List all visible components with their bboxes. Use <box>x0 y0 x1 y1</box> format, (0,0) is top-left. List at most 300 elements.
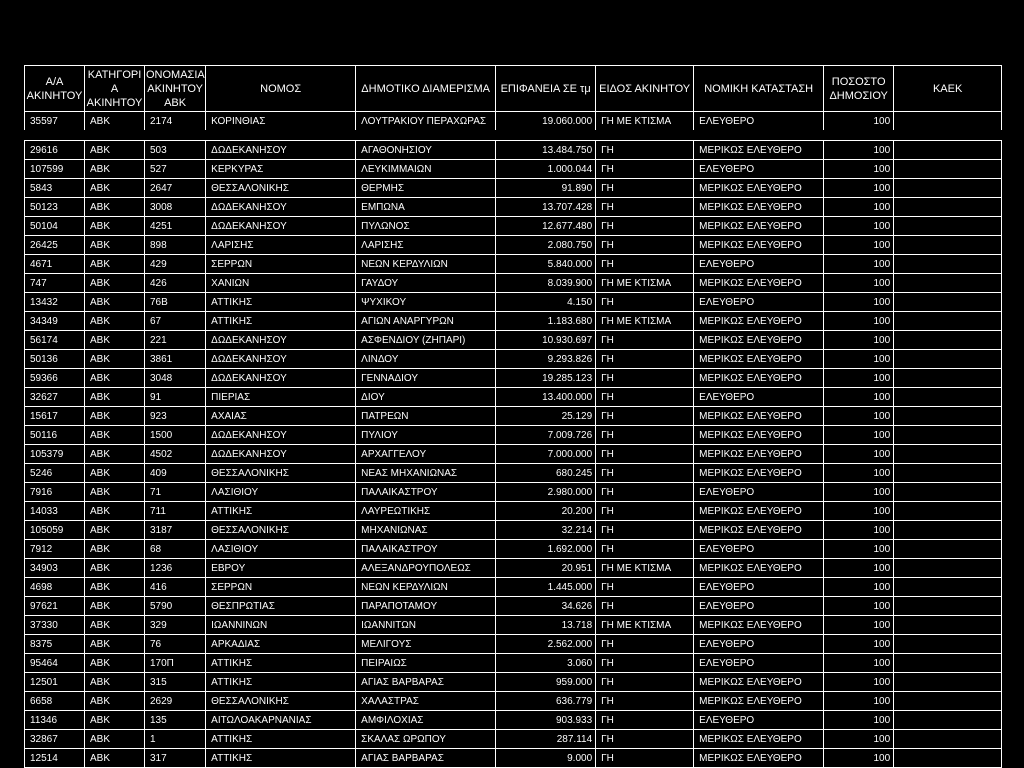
table-row <box>25 635 1002 654</box>
cell-area: 19.060.000 <box>496 112 596 131</box>
cell-public-share: 100 <box>824 426 894 445</box>
cell-property-type: ΓΗ <box>596 483 694 502</box>
cell-municipal-district: ΠΑΡΑΠΟΤΑΜΟΥ <box>356 597 496 616</box>
cell-name: 1 <box>145 730 206 749</box>
cell-property-type: ΓΗ <box>596 578 694 597</box>
cell-kaek <box>894 578 1002 597</box>
col-header-public-share: ΠΟΣΟΣΤΟ ΔΗΜΟΣΙΟΥ <box>824 66 894 112</box>
cell-category: ΑΒΚ <box>85 312 145 331</box>
cell-legal-status: ΕΛΕΥΘΕΡΟ <box>694 711 824 730</box>
cell-area: 903.933 <box>496 711 596 730</box>
cell-category: ΑΒΚ <box>85 521 145 540</box>
table-row <box>25 293 1002 312</box>
cell-public-share: 100 <box>824 635 894 654</box>
cell-property-type: ΓΗ <box>596 388 694 407</box>
cell-prefecture: ΑΤΤΙΚΗΣ <box>206 312 356 331</box>
table-row <box>25 464 1002 483</box>
cell-name: 315 <box>145 673 206 692</box>
cell-public-share: 100 <box>824 540 894 559</box>
cell-category: ΑΒΚ <box>85 654 145 673</box>
cell-public-share: 100 <box>824 198 894 217</box>
cell-area: 9.293.826 <box>496 350 596 369</box>
cell-legal-status: ΕΛΕΥΘΕΡΟ <box>694 112 824 131</box>
cell-legal-status: ΜΕΡΙΚΩΣ ΕΛΕΥΘΕΡΟ <box>694 369 824 388</box>
col-header-property-type: ΕΙΔΟΣ ΑΚΙΝΗΤΟΥ <box>596 66 694 112</box>
cell-public-share: 100 <box>824 369 894 388</box>
cell-kaek <box>894 711 1002 730</box>
cell-kaek <box>894 464 1002 483</box>
cell-name: 91 <box>145 388 206 407</box>
cell-area: 2.080.750 <box>496 236 596 255</box>
cell-municipal-district: ΨΥΧΙΚΟΥ <box>356 293 496 312</box>
cell-aa: 5246 <box>25 464 85 483</box>
cell-property-type: ΓΗ <box>596 293 694 312</box>
cell-aa: 7912 <box>25 540 85 559</box>
table-row <box>25 331 1002 350</box>
cell-legal-status: ΕΛΕΥΘΕΡΟ <box>694 293 824 312</box>
cell-prefecture: ΘΕΣΣΑΛΟΝΙΚΗΣ <box>206 464 356 483</box>
table-row <box>25 369 1002 388</box>
cell-municipal-district: ΧΑΛΑΣΤΡΑΣ <box>356 692 496 711</box>
table-row <box>25 654 1002 673</box>
cell-property-type: ΓΗ ΜΕ ΚΤΙΣΜΑ <box>596 112 694 131</box>
col-header-municipal-district: ΔΗΜΟΤΙΚΟ ΔΙΑΜΕΡΙΣΜΑ <box>356 66 496 112</box>
cell-area: 20.200 <box>496 502 596 521</box>
cell-legal-status: ΜΕΡΙΚΩΣ ΕΛΕΥΘΕΡΟ <box>694 521 824 540</box>
cell-kaek <box>894 635 1002 654</box>
cell-name: 426 <box>145 274 206 293</box>
cell-aa: 4671 <box>25 255 85 274</box>
cell-area: 12.677.480 <box>496 217 596 236</box>
cell-category: ΑΒΚ <box>85 635 145 654</box>
table-row <box>25 521 1002 540</box>
cell-name: 67 <box>145 312 206 331</box>
cell-aa: 14033 <box>25 502 85 521</box>
cell-category: ΑΒΚ <box>85 274 145 293</box>
cell-aa: 32627 <box>25 388 85 407</box>
cell-area: 9.000 <box>496 749 596 768</box>
cell-category: ΑΒΚ <box>85 445 145 464</box>
cell-legal-status: ΜΕΡΙΚΩΣ ΕΛΕΥΘΕΡΟ <box>694 749 824 768</box>
cell-public-share: 100 <box>824 350 894 369</box>
cell-prefecture: ΣΕΡΡΩΝ <box>206 255 356 274</box>
cell-prefecture: ΔΩΔΕΚΑΝΗΣΟΥ <box>206 369 356 388</box>
table-row <box>25 312 1002 331</box>
cell-aa: 56174 <box>25 331 85 350</box>
table-row <box>25 350 1002 369</box>
cell-category: ΑΒΚ <box>85 217 145 236</box>
cell-legal-status: ΕΛΕΥΘΕΡΟ <box>694 255 824 274</box>
cell-kaek <box>894 616 1002 635</box>
cell-public-share: 100 <box>824 673 894 692</box>
cell-kaek <box>894 654 1002 673</box>
cell-aa: 12501 <box>25 673 85 692</box>
cell-name: 429 <box>145 255 206 274</box>
cell-category: ΑΒΚ <box>85 502 145 521</box>
cell-public-share: 100 <box>824 179 894 198</box>
cell-aa: 50136 <box>25 350 85 369</box>
cell-property-type: ΓΗ <box>596 350 694 369</box>
cell-municipal-district: ΑΓΙΑΣ ΒΑΡΒΑΡΑΣ <box>356 749 496 768</box>
cell-category: ΑΒΚ <box>85 673 145 692</box>
cell-public-share: 100 <box>824 730 894 749</box>
cell-aa: 105059 <box>25 521 85 540</box>
cell-municipal-district: ΓΕΝΝΑΔΙΟΥ <box>356 369 496 388</box>
cell-aa: 35597 <box>25 112 85 131</box>
cell-prefecture: ΘΕΣΣΑΛΟΝΙΚΗΣ <box>206 521 356 540</box>
cell-legal-status: ΜΕΡΙΚΩΣ ΕΛΕΥΘΕΡΟ <box>694 141 824 160</box>
cell-legal-status: ΜΕΡΙΚΩΣ ΕΛΕΥΘΕΡΟ <box>694 350 824 369</box>
cell-municipal-district: ΠΑΛΑΙΚΑΣΤΡΟΥ <box>356 483 496 502</box>
cell-area: 91.890 <box>496 179 596 198</box>
table-row <box>25 445 1002 464</box>
cell-property-type: ΓΗ <box>596 464 694 483</box>
cell-name: 711 <box>145 502 206 521</box>
cell-name: 2174 <box>145 112 206 131</box>
col-header-name: ΟΝΟΜΑΣΙΑ ΑΚΙΝΗΤΟΥ ΑΒΚ <box>145 66 206 112</box>
cell-category: ΑΒΚ <box>85 407 145 426</box>
cell-public-share: 100 <box>824 654 894 673</box>
cell-category: ΑΒΚ <box>85 331 145 350</box>
cell-aa: 50104 <box>25 217 85 236</box>
cell-name: 4251 <box>145 217 206 236</box>
cell-municipal-district: ΙΩΑΝΝΙΤΩΝ <box>356 616 496 635</box>
cell-public-share: 100 <box>824 112 894 131</box>
cell-property-type: ΓΗ ΜΕ ΚΤΙΣΜΑ <box>596 274 694 293</box>
cell-prefecture: ΘΕΣΣΑΛΟΝΙΚΗΣ <box>206 179 356 198</box>
cell-kaek <box>894 426 1002 445</box>
cell-category: ΑΒΚ <box>85 616 145 635</box>
cell-prefecture: ΑΧΑΙΑΣ <box>206 407 356 426</box>
cell-name: 68 <box>145 540 206 559</box>
cell-prefecture: ΑΤΤΙΚΗΣ <box>206 730 356 749</box>
cell-name: 3048 <box>145 369 206 388</box>
cell-legal-status: ΕΛΕΥΘΕΡΟ <box>694 483 824 502</box>
cell-property-type: ΓΗ <box>596 236 694 255</box>
cell-area: 10.930.697 <box>496 331 596 350</box>
cell-prefecture: ΔΩΔΕΚΑΝΗΣΟΥ <box>206 198 356 217</box>
cell-name: 5790 <box>145 597 206 616</box>
cell-municipal-district: ΠΥΛΙΟΥ <box>356 426 496 445</box>
cell-name: 3861 <box>145 350 206 369</box>
cell-public-share: 100 <box>824 274 894 293</box>
cell-public-share: 100 <box>824 521 894 540</box>
cell-aa: 107599 <box>25 160 85 179</box>
cell-kaek <box>894 141 1002 160</box>
cell-name: 416 <box>145 578 206 597</box>
cell-property-type: ΓΗ <box>596 160 694 179</box>
cell-public-share: 100 <box>824 483 894 502</box>
cell-aa: 26425 <box>25 236 85 255</box>
cell-category: ΑΒΚ <box>85 464 145 483</box>
cell-municipal-district: ΝΕΩΝ ΚΕΡΔΥΛΙΩΝ <box>356 255 496 274</box>
cell-municipal-district: ΑΣΦΕΝΔΙΟΥ (ΖΗΠΑΡΙ) <box>356 331 496 350</box>
cell-name: 898 <box>145 236 206 255</box>
cell-municipal-district: ΠΥΛΩΝΟΣ <box>356 217 496 236</box>
cell-aa: 6658 <box>25 692 85 711</box>
cell-prefecture: ΚΕΡΚΥΡΑΣ <box>206 160 356 179</box>
cell-kaek <box>894 160 1002 179</box>
header-row <box>25 66 1002 112</box>
cell-name: 4502 <box>145 445 206 464</box>
cell-legal-status: ΕΛΕΥΘΕΡΟ <box>694 597 824 616</box>
cell-kaek <box>894 369 1002 388</box>
cell-municipal-district: ΛΙΝΔΟΥ <box>356 350 496 369</box>
cell-area: 287.114 <box>496 730 596 749</box>
cell-prefecture: ΘΕΣΠΡΩΤΙΑΣ <box>206 597 356 616</box>
cell-aa: 11346 <box>25 711 85 730</box>
cell-prefecture: ΛΑΡΙΣΗΣ <box>206 236 356 255</box>
cell-area: 4.150 <box>496 293 596 312</box>
cell-category: ΑΒΚ <box>85 293 145 312</box>
col-header-area: ΕΠΙΦΑΝΕΙΑ ΣΕ τμ <box>496 66 596 112</box>
cell-category: ΑΒΚ <box>85 540 145 559</box>
cell-property-type: ΓΗ <box>596 692 694 711</box>
cell-municipal-district: ΠΑΛΑΙΚΑΣΤΡΟΥ <box>356 540 496 559</box>
table-row <box>25 426 1002 445</box>
cell-kaek <box>894 179 1002 198</box>
cell-property-type: ΓΗ <box>596 141 694 160</box>
cell-kaek <box>894 274 1002 293</box>
table-row <box>25 730 1002 749</box>
cell-public-share: 100 <box>824 331 894 350</box>
cell-property-type: ΓΗ <box>596 217 694 236</box>
cell-area: 7.009.726 <box>496 426 596 445</box>
cell-legal-status: ΜΕΡΙΚΩΣ ΕΛΕΥΘΕΡΟ <box>694 464 824 483</box>
cell-area: 3.060 <box>496 654 596 673</box>
cell-name: 923 <box>145 407 206 426</box>
cell-public-share: 100 <box>824 502 894 521</box>
cell-prefecture: ΔΩΔΕΚΑΝΗΣΟΥ <box>206 141 356 160</box>
table-body <box>25 112 1002 768</box>
cell-municipal-district: ΝΕΑΣ ΜΗΧΑΝΙΩΝΑΣ <box>356 464 496 483</box>
table-row <box>25 597 1002 616</box>
cell-legal-status: ΜΕΡΙΚΩΣ ΕΛΕΥΘΕΡΟ <box>694 217 824 236</box>
cell-area: 25.129 <box>496 407 596 426</box>
cell-legal-status: ΜΕΡΙΚΩΣ ΕΛΕΥΘΕΡΟ <box>694 445 824 464</box>
cell-area: 13.718 <box>496 616 596 635</box>
table-row <box>25 578 1002 597</box>
cell-legal-status: ΕΛΕΥΘΕΡΟ <box>694 388 824 407</box>
cell-category: ΑΒΚ <box>85 483 145 502</box>
cell-aa: 32867 <box>25 730 85 749</box>
cell-name: 3008 <box>145 198 206 217</box>
cell-kaek <box>894 521 1002 540</box>
cell-kaek <box>894 236 1002 255</box>
row-spacer <box>25 130 1002 141</box>
cell-aa: 95464 <box>25 654 85 673</box>
cell-category: ΑΒΚ <box>85 426 145 445</box>
cell-legal-status: ΜΕΡΙΚΩΣ ΕΛΕΥΘΕΡΟ <box>694 616 824 635</box>
cell-name: 329 <box>145 616 206 635</box>
table-row <box>25 236 1002 255</box>
cell-name: 76 <box>145 635 206 654</box>
cell-property-type: ΓΗ <box>596 198 694 217</box>
cell-property-type: ΓΗ ΜΕ ΚΤΙΣΜΑ <box>596 312 694 331</box>
cell-aa: 747 <box>25 274 85 293</box>
cell-public-share: 100 <box>824 597 894 616</box>
table-row <box>25 141 1002 160</box>
cell-kaek <box>894 331 1002 350</box>
table-row <box>25 559 1002 578</box>
cell-municipal-district: ΜΕΛΙΓΟΥΣ <box>356 635 496 654</box>
cell-name: 71 <box>145 483 206 502</box>
cell-kaek <box>894 483 1002 502</box>
cell-municipal-district: ΘΕΡΜΗΣ <box>356 179 496 198</box>
cell-property-type: ΓΗ <box>596 331 694 350</box>
cell-category: ΑΒΚ <box>85 597 145 616</box>
cell-municipal-district: ΣΚΑΛΑΣ ΩΡΩΠΟΥ <box>356 730 496 749</box>
cell-public-share: 100 <box>824 236 894 255</box>
col-header-aa: Α/Α ΑΚΙΝΗΤΟΥ <box>25 66 85 112</box>
cell-aa: 4698 <box>25 578 85 597</box>
cell-area: 2.562.000 <box>496 635 596 654</box>
cell-name: 1236 <box>145 559 206 578</box>
cell-property-type: ΓΗ <box>596 502 694 521</box>
cell-area: 13.707.428 <box>496 198 596 217</box>
cell-legal-status: ΜΕΡΙΚΩΣ ΕΛΕΥΘΕΡΟ <box>694 274 824 293</box>
cell-property-type: ΓΗ <box>596 445 694 464</box>
cell-area: 1.000.044 <box>496 160 596 179</box>
cell-public-share: 100 <box>824 616 894 635</box>
table-row <box>25 160 1002 179</box>
cell-prefecture: ΧΑΝΙΩΝ <box>206 274 356 293</box>
cell-public-share: 100 <box>824 711 894 730</box>
cell-area: 1.692.000 <box>496 540 596 559</box>
cell-category: ΑΒΚ <box>85 350 145 369</box>
cell-legal-status: ΜΕΡΙΚΩΣ ΕΛΕΥΘΕΡΟ <box>694 179 824 198</box>
cell-kaek <box>894 198 1002 217</box>
cell-name: 3187 <box>145 521 206 540</box>
cell-legal-status: ΜΕΡΙΚΩΣ ΕΛΕΥΘΕΡΟ <box>694 730 824 749</box>
cell-public-share: 100 <box>824 578 894 597</box>
property-table-container <box>24 65 1002 768</box>
cell-property-type: ΓΗ ΜΕ ΚΤΙΣΜΑ <box>596 616 694 635</box>
cell-municipal-district: ΛΕΥΚΙΜΜΑΙΩΝ <box>356 160 496 179</box>
cell-aa: 50123 <box>25 198 85 217</box>
cell-kaek <box>894 312 1002 331</box>
cell-legal-status: ΕΛΕΥΘΕΡΟ <box>694 654 824 673</box>
table-header <box>25 66 1002 112</box>
table-row <box>25 540 1002 559</box>
cell-public-share: 100 <box>824 312 894 331</box>
cell-property-type: ΓΗ <box>596 369 694 388</box>
cell-municipal-district: ΑΓΙΩΝ ΑΝΑΡΓΥΡΩΝ <box>356 312 496 331</box>
cell-public-share: 100 <box>824 464 894 483</box>
cell-municipal-district: ΑΡΧΑΓΓΕΛΟΥ <box>356 445 496 464</box>
cell-category: ΑΒΚ <box>85 179 145 198</box>
cell-area: 13.400.000 <box>496 388 596 407</box>
cell-municipal-district: ΔΙΟΥ <box>356 388 496 407</box>
cell-kaek <box>894 255 1002 274</box>
cell-municipal-district: ΓΑΥΔΟΥ <box>356 274 496 293</box>
table-row <box>25 274 1002 293</box>
cell-legal-status: ΜΕΡΙΚΩΣ ΕΛΕΥΘΕΡΟ <box>694 407 824 426</box>
cell-public-share: 100 <box>824 749 894 768</box>
cell-public-share: 100 <box>824 407 894 426</box>
cell-prefecture: ΙΩΑΝΝΙΝΩΝ <box>206 616 356 635</box>
col-header-prefecture: ΝΟΜΟΣ <box>206 66 356 112</box>
cell-kaek <box>894 445 1002 464</box>
cell-kaek <box>894 112 1002 131</box>
cell-prefecture: ΛΑΣΙΘΙΟΥ <box>206 540 356 559</box>
cell-kaek <box>894 540 1002 559</box>
spacer-cell <box>25 130 1002 141</box>
cell-aa: 12514 <box>25 749 85 768</box>
cell-prefecture: ΑΡΚΑΔΙΑΣ <box>206 635 356 654</box>
cell-name: 76Β <box>145 293 206 312</box>
cell-name: 135 <box>145 711 206 730</box>
cell-property-type: ΓΗ <box>596 635 694 654</box>
cell-aa: 15617 <box>25 407 85 426</box>
cell-category: ΑΒΚ <box>85 578 145 597</box>
cell-aa: 5843 <box>25 179 85 198</box>
cell-legal-status: ΜΕΡΙΚΩΣ ΕΛΕΥΘΕΡΟ <box>694 692 824 711</box>
cell-name: 527 <box>145 160 206 179</box>
cell-public-share: 100 <box>824 217 894 236</box>
cell-prefecture: ΕΒΡΟΥ <box>206 559 356 578</box>
cell-kaek <box>894 388 1002 407</box>
cell-area: 2.980.000 <box>496 483 596 502</box>
cell-category: ΑΒΚ <box>85 236 145 255</box>
cell-legal-status: ΕΛΕΥΘΕΡΟ <box>694 160 824 179</box>
cell-public-share: 100 <box>824 388 894 407</box>
cell-legal-status: ΕΛΕΥΘΕΡΟ <box>694 540 824 559</box>
cell-prefecture: ΔΩΔΕΚΑΝΗΣΟΥ <box>206 350 356 369</box>
cell-municipal-district: ΜΗΧΑΝΙΩΝΑΣ <box>356 521 496 540</box>
cell-name: 1500 <box>145 426 206 445</box>
cell-aa: 34349 <box>25 312 85 331</box>
cell-public-share: 100 <box>824 160 894 179</box>
table-row <box>25 749 1002 768</box>
cell-legal-status: ΜΕΡΙΚΩΣ ΕΛΕΥΘΕΡΟ <box>694 559 824 578</box>
cell-public-share: 100 <box>824 445 894 464</box>
table-row <box>25 388 1002 407</box>
cell-area: 13.484.750 <box>496 141 596 160</box>
cell-legal-status: ΜΕΡΙΚΩΣ ΕΛΕΥΘΕΡΟ <box>694 502 824 521</box>
cell-aa: 29616 <box>25 141 85 160</box>
cell-legal-status: ΜΕΡΙΚΩΣ ΕΛΕΥΘΕΡΟ <box>694 331 824 350</box>
cell-municipal-district: ΠΑΤΡΕΩΝ <box>356 407 496 426</box>
cell-prefecture: ΑΤΤΙΚΗΣ <box>206 654 356 673</box>
cell-aa: 97621 <box>25 597 85 616</box>
cell-property-type: ΓΗ <box>596 426 694 445</box>
table-row <box>25 255 1002 274</box>
cell-property-type: ΓΗ <box>596 521 694 540</box>
cell-name: 2629 <box>145 692 206 711</box>
cell-public-share: 100 <box>824 559 894 578</box>
cell-prefecture: ΔΩΔΕΚΑΝΗΣΟΥ <box>206 331 356 350</box>
col-header-legal-status: ΝΟΜΙΚΗ ΚΑΤΑΣΤΑΣΗ <box>694 66 824 112</box>
table-row <box>25 483 1002 502</box>
cell-aa: 105379 <box>25 445 85 464</box>
cell-aa: 7916 <box>25 483 85 502</box>
cell-prefecture: ΛΑΣΙΘΙΟΥ <box>206 483 356 502</box>
cell-category: ΑΒΚ <box>85 749 145 768</box>
cell-area: 34.626 <box>496 597 596 616</box>
cell-prefecture: ΘΕΣΣΑΛΟΝΙΚΗΣ <box>206 692 356 711</box>
cell-area: 32.214 <box>496 521 596 540</box>
cell-property-type: ΓΗ <box>596 711 694 730</box>
table-row <box>25 502 1002 521</box>
cell-legal-status: ΕΛΕΥΘΕΡΟ <box>694 578 824 597</box>
cell-property-type: ΓΗ <box>596 749 694 768</box>
cell-area: 1.445.000 <box>496 578 596 597</box>
cell-kaek <box>894 597 1002 616</box>
property-table <box>24 65 1002 768</box>
cell-prefecture: ΠΙΕΡΙΑΣ <box>206 388 356 407</box>
cell-category: ΑΒΚ <box>85 198 145 217</box>
